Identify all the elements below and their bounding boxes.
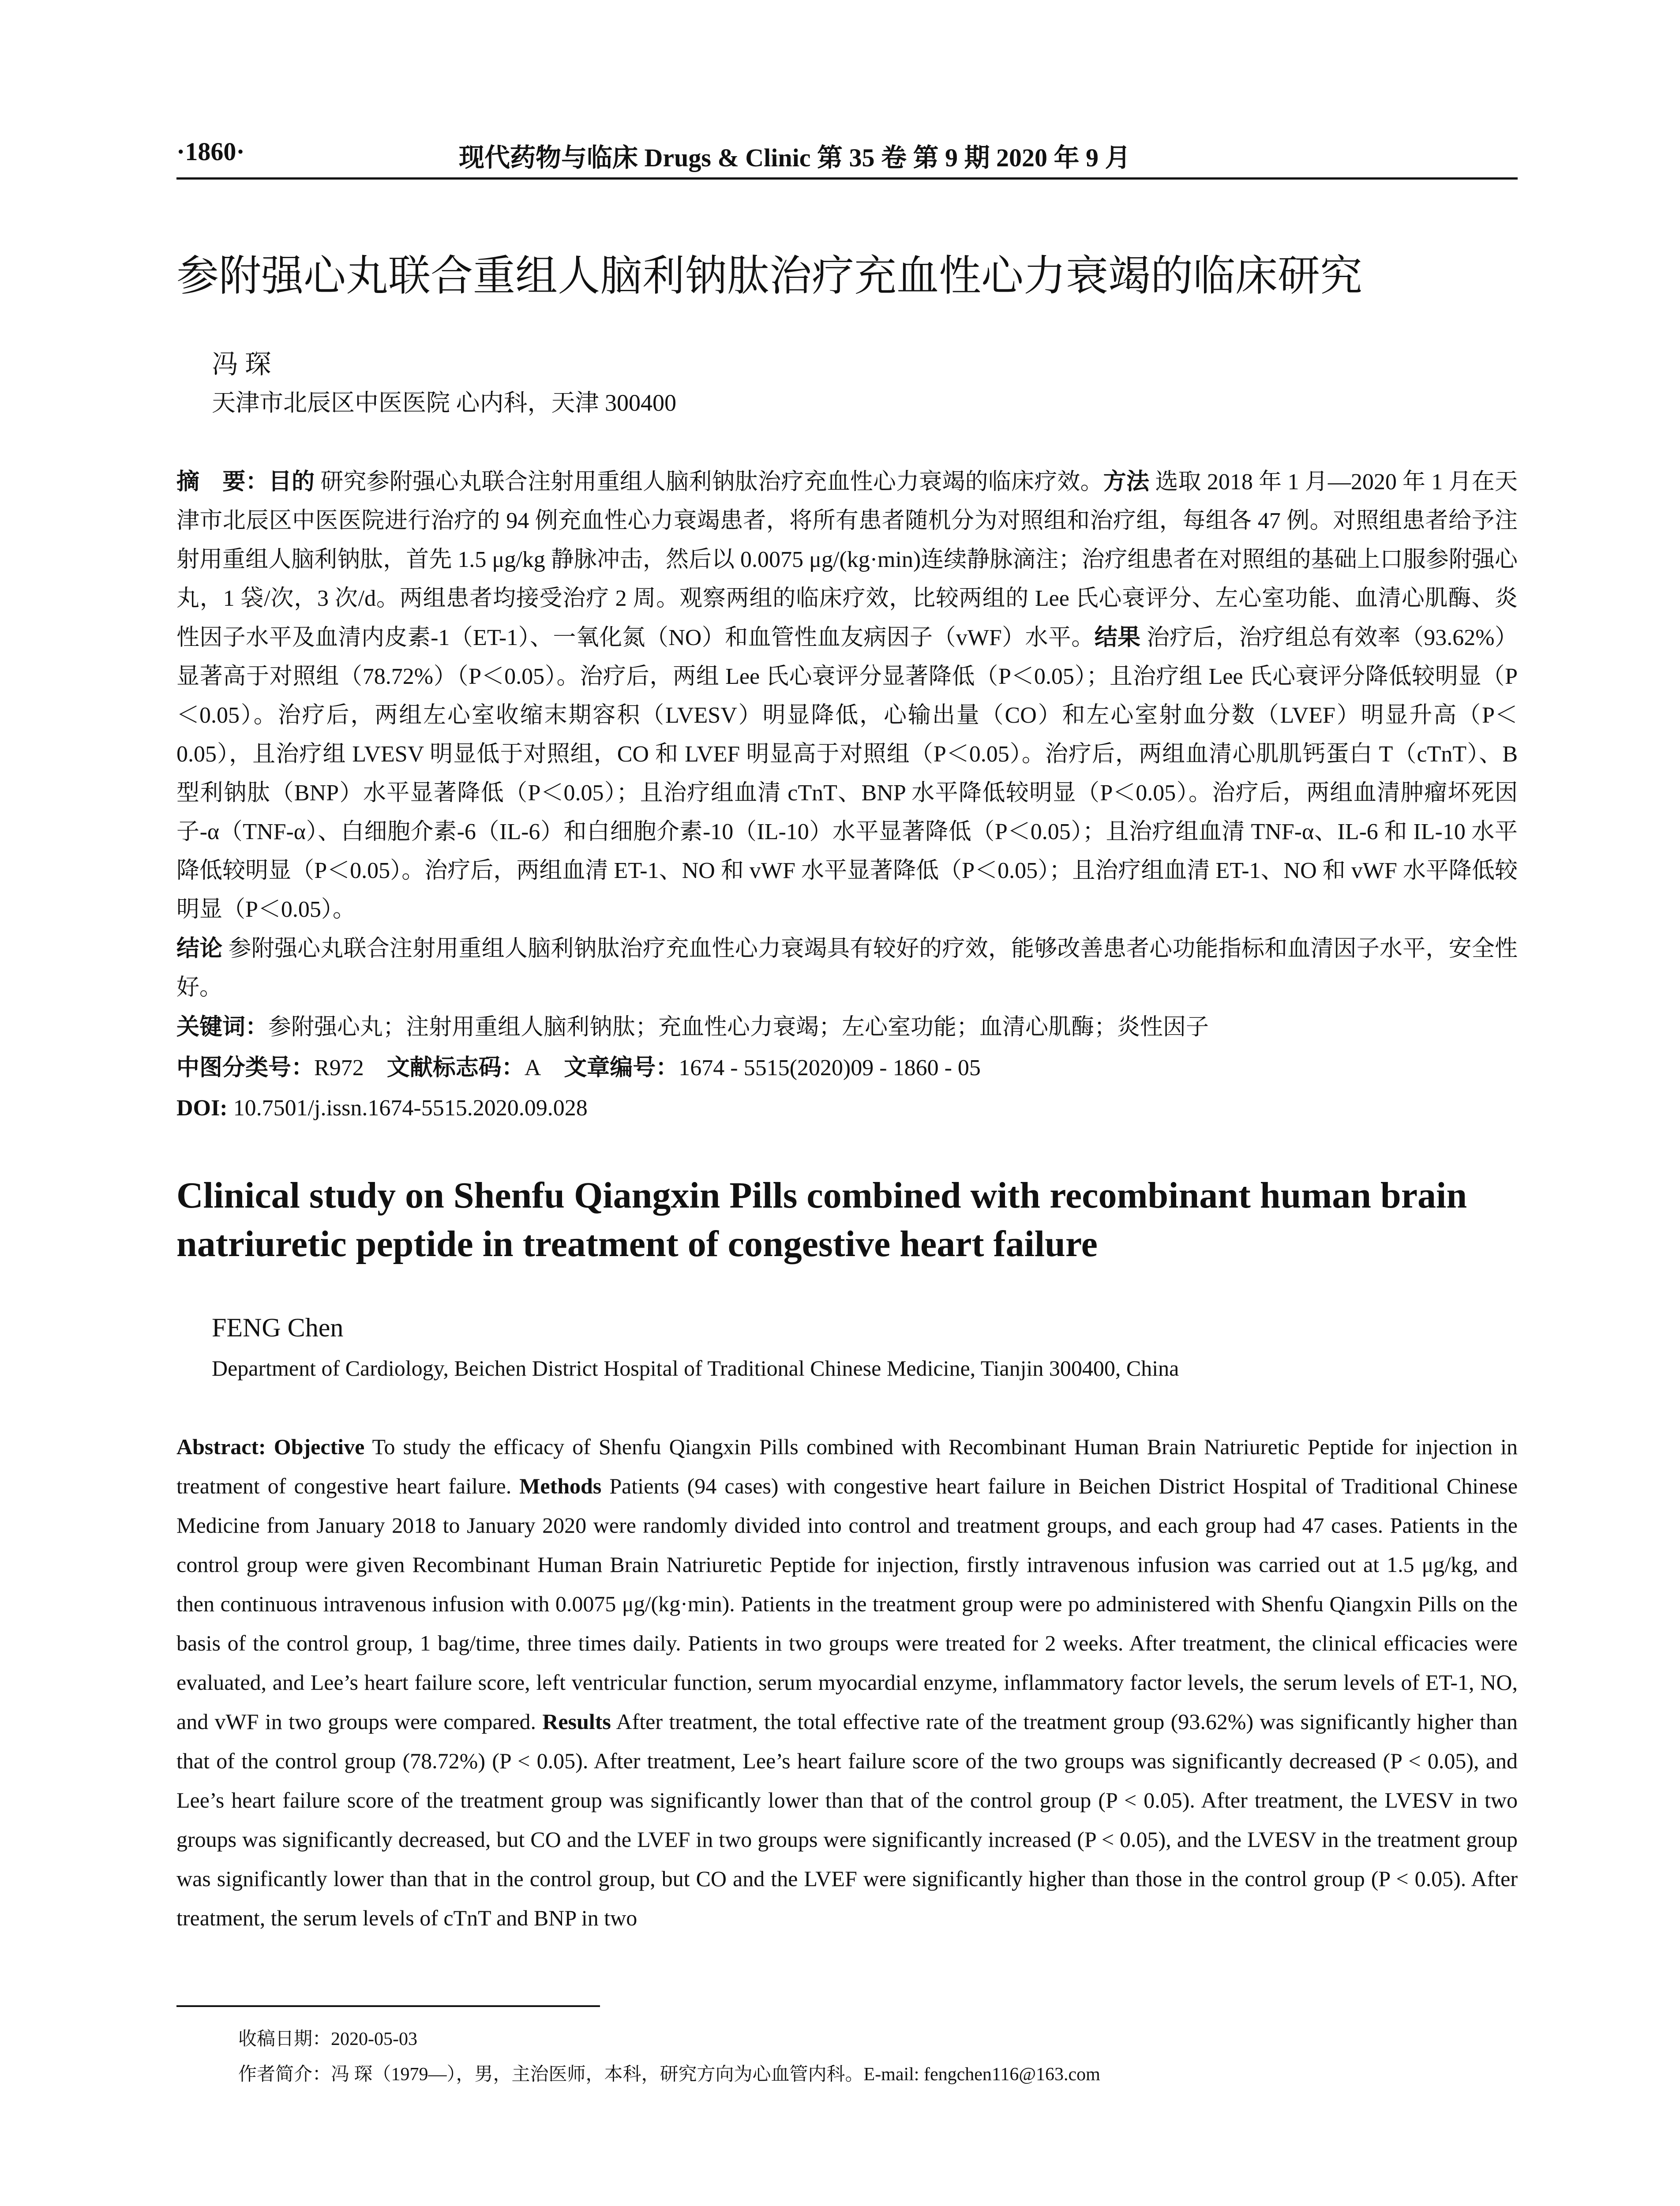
methods-text: 选取 2018 年 1 月—2020 年 1 月在天津市北辰区中医医院进行治疗的 94 例充血性心力衰竭患者，将所有患者随机分为对照组和治疗组，每组各 47 例。对照组患者给予注射用重组人脑利钠肽，首先 1.5 μg/kg 静脉冲击，然后以 0.0075 μg/(kg·min)连续静脉滴注；治疗组患者在对照组的基础上口服参附强心丸，1 袋/次，3 次/d。两组患者均接受治疗 2 周。观察两组的临床疗效，比较两组的 Lee 氏心衰评分、左心室功能、血清心肌酶、炎性因子水平及血清内皮素-1（ET-1）、一氧化氮（NO）和血管性血友病因子（vWF）水平。 xyxy=(176,469,1518,650)
english-abstract xyxy=(176,1427,1518,1938)
running-head xyxy=(176,128,1518,172)
en-objective-label: Objective xyxy=(274,1434,365,1459)
keywords-label: 关键词： xyxy=(176,1014,269,1040)
classification-label: 中图分类号： xyxy=(176,1054,315,1081)
footnote-rule xyxy=(176,2005,600,2007)
doc-code-value: A xyxy=(524,1055,541,1080)
en-methods-text: Patients (94 cases) with congestive heart failure in Beichen District Hospital of Traditional Chinese Medicine from January 2018 to January 2020 were randomly divided into control and treatment groups, and each group had 47 cases. Patients in the control group were given Recombinant Human Brain Natriuretic Peptide for injection, firstly intravenous infusion was carried out at 1.5 μg/kg, and then continuous intravenous infusion with 0.0075 μg/(kg·min). Patients in the treatment group were po administered with Shenfu Qiangxin Pills on the basis of the control group, 1 bag/time, three times daily. Patients in two groups were treated for 2 weeks. After treatment, the clinical efficacies were evaluated, and Lee’s heart failure score, left ventricular function, serum myocardial enzyme, inflammatory factor levels, the serum levels of ET-1, NO, and vWF in two groups were compared. xyxy=(176,1474,1518,1734)
keywords-line xyxy=(176,1009,1518,1045)
chinese-conclusion xyxy=(176,929,1518,1007)
en-results-label: Results xyxy=(542,1709,611,1734)
doi-label: DOI: xyxy=(176,1095,228,1121)
english-affiliation: Department of Cardiology, Beichen District Hospital of Traditional Chinese Medicine, Tianjin 300400, China xyxy=(212,1356,1179,1381)
english-abstract-body xyxy=(176,1427,1518,1938)
doc-code-label: 文献标志码： xyxy=(386,1054,525,1081)
chinese-affiliation: 天津市北辰区中医医院 心内科，天津 300400 xyxy=(212,390,676,416)
en-objective-text: To study the efficacy of Shenfu Qiangxin Pills combined with Recombinant Human Brain Natriuretic Peptide for injection in treatment of congestive heart failure. xyxy=(176,1434,1518,1498)
chinese-abstract-body xyxy=(176,462,1518,929)
en-abstract-label: Abstract: xyxy=(176,1434,266,1459)
article-no-label: 文章编号： xyxy=(564,1054,679,1081)
conclusion-text: 参附强心丸联合注射用重组人脑利钠肽治疗充血性心力衰竭具有较好的疗效，能够改善患者心功能指标和血清因子水平，安全性好。 xyxy=(176,936,1518,1000)
received-date-note xyxy=(238,2024,417,2051)
header-rule xyxy=(176,177,1518,180)
author-bio-note xyxy=(238,2060,1100,2086)
chinese-abstract xyxy=(176,462,1518,1007)
journal-info: 现代药物与临床 Drugs & Clinic 第 35 卷 第 9 期 2020 年 9 月 xyxy=(459,143,1131,172)
en-methods-label: Methods xyxy=(519,1474,602,1498)
chinese-author: 冯 琛 xyxy=(212,350,271,379)
author-bio-label: 作者简介： xyxy=(238,2064,331,2085)
english-author: FENG Chen xyxy=(212,1313,344,1342)
doi-line xyxy=(176,1091,1518,1126)
results-text: 治疗后，治疗组总有效率（93.62%）显著高于对照组（78.72%）（P＜0.05）。治疗后，两组 Lee 氏心衰评分显著降低（P＜0.05）；且治疗组 Lee 氏心衰评分降低较明显（P＜0.05）。治疗后，两组左心室收缩末期容积（LVESV）明显降低，心输出量（CO）和左心室射血分数（LVEF）明显升高（P＜0.05），且治疗组 LVESV 明显低于对照组，CO 和 LVEF 明显高于对照组（P＜0.05）。治疗后，两组血清心肌肌钙蛋白 T（cTnT）、B 型利钠肽（BNP）水平显著降低（P＜0.05）；且治疗组血清 cTnT、BNP 水平降低较明显（P＜0.05）。治疗后，两组血清肿瘤坏死因子-α（TNF-α）、白细胞介素-6（IL-6）和白细胞介素-10（IL-10）水平显著降低（P＜0.05）；且治疗组血清 TNF-α、IL-6 和 IL-10 水平降低较明显（P＜0.05）。治疗后，两组血清 ET-1、NO 和 vWF 水平显著降低（P＜0.05）；且治疗组血清 ET-1、NO 和 vWF 水平降低较明显（P＜0.05）。 xyxy=(176,625,1518,922)
objective-text: 研究参附强心丸联合注射用重组人脑利钠肽治疗充血性心力衰竭的临床疗效。 xyxy=(320,469,1103,495)
methods-label: 方法 xyxy=(1103,469,1150,495)
en-results-text: After treatment, the total effective rate of the treatment group (93.62%) was significantly higher than that of the control group (78.72%) (P < 0.05). After treatment, Lee’s heart failure score of the two groups was significantly decreased (P < 0.05), and Lee’s heart failure score of the treatment group was significantly lower than that of the control group (P < 0.05). After treatment, the LVESV in two groups was significantly decreased, but CO and the LVEF in two groups were significantly increased (P < 0.05), and the LVESV in the treatment group was significantly lower than that in the control group, but CO and the LVEF were significantly higher than those in the control group (P < 0.05). After treatment, the serum levels of cTnT and BNP in two xyxy=(176,1709,1518,1930)
abstract-label: 摘 要： xyxy=(176,469,269,495)
chinese-title: 参附强心丸联合重组人脑利钠肽治疗充血性心力衰竭的临床研究 xyxy=(176,251,1362,300)
classification-value: R972 xyxy=(314,1055,364,1080)
results-label: 结果 xyxy=(1094,624,1141,651)
doi-link[interactable]: 10.7501/j.issn.1674-5515.2020.09.028 xyxy=(233,1095,588,1121)
english-title: Clinical study on Shenfu Qiangxin Pills combined with recombinant human brain natriuretic peptide in treatment of congestive heart failure xyxy=(176,1175,1467,1264)
page-number: ·1860· xyxy=(176,137,245,166)
classification-line xyxy=(176,1050,1518,1086)
keywords-text: 参附强心丸；注射用重组人脑利钠肽；充血性心力衰竭；左心室功能；血清心肌酶；炎性因子 xyxy=(268,1015,1209,1040)
author-bio-text: 冯 琛（1979—），男，主治医师，本科，研究方向为心血管内科。E-mail: fengchen116@163.com xyxy=(331,2064,1100,2085)
article-no-value: 1674 - 5515(2020)09 - 1860 - 05 xyxy=(679,1055,981,1080)
received-label: 收稿日期： xyxy=(238,2029,331,2049)
received-value: 2020-05-03 xyxy=(331,2029,417,2049)
objective-label: 目的 xyxy=(268,469,315,495)
conclusion-label: 结论 xyxy=(176,935,223,962)
